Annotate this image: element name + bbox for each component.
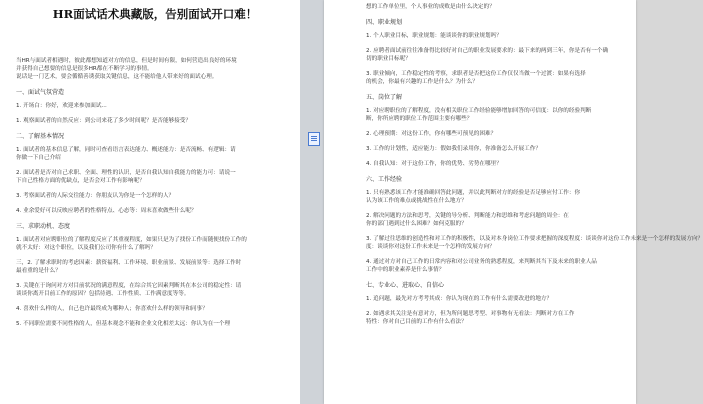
text-line: 1. 追问题，最先对方考考其成：你认为现在的工作有什么需要改进的地方？ [366,296,553,302]
text-line: 想的工作单位里，个人事业的成败是由什么决定的？ [366,4,495,10]
section-heading: 五、岗位了解 [366,94,403,101]
document-icon[interactable] [308,132,320,146]
text-line: 最看重的是什么？ [16,268,61,274]
text-line: 3. 职业倾向，工作稳定性的考察，求职者是否把这份工作仅仅当做一个过渡：如果有选择 [366,71,586,77]
section-heading: 一、面试气氛营造 [16,89,65,96]
text-line: 就不太好：对这个职位，以及我们公司你有什么了解吗？ [16,245,156,251]
text-line: 断，你所应聘的职位工作范围主要有哪些？ [366,116,473,122]
text-line: 1. 面试者的基本信息了解，同时可查看语言表达能力、概述能力：是否流畅、有逻辑：请 [16,147,236,153]
text-line: 特性：你对自己目前的工作有什么看法？ [366,319,467,325]
text-line: 3. 考察面试者的人际交往能力：你朋友认为你是一个怎样的人？ [16,193,175,199]
text-line: 并获得自己想要的信息是很多HR都在不断学习的事情。 [16,66,153,72]
section-heading: 三、求职动机、态度 [16,223,71,230]
document-title: HR面试话术典藏版，告别面试开口难！ [52,7,258,21]
text-line: 说话是一门艺术，要会循循善诱获取关键信息，这不能给他人带来好的面试心理。 [16,74,218,80]
text-line: 4. 自我认知：对于这份工作，你的优势、劣势在哪里？ [366,161,502,167]
text-line: 切的职业目标呢？ [366,56,411,62]
text-line: 1. 只有熟悉该工作才能准确回答此问题，并以此判断对方的经验是否足够应付工作：你 [366,190,581,196]
text-line: 1. 个人职业目标，职业规划：能谈谈你的职业规划吗？ [366,33,502,39]
text-line: 1. 观察面试者的自然反应：到公司来花了多少时间呢？是否能够接受？ [16,118,191,124]
text-line: 1. 面试者对应聘职位的了解程度反应了其重视程度，如果只是为了找份工作而随便找份工作的 [16,237,247,243]
text-line: 4. 业余爱好可以反映应聘者的性格特点、心态等：周末喜欢做些什么呢？ [16,208,197,214]
text-line: 的机会，你最有兴趣的工作是什么？为什么？ [366,79,478,85]
text-line: 下自己性格方面的优缺点，是否会对工作有影响呢？ [16,178,145,184]
right-document-page [324,0,703,404]
text-line: 度：谈谈你对这份工作未来是一个怎样的发展方向？ [366,244,495,250]
text-line: 认为该工作的难点或挑战性在什么地方？ [366,198,467,204]
text-line: 当HR与面试者相遇时，彼此都想知道对方的信息，但是时间有限，如何营造出良好的环境 [16,58,237,64]
text-line: 2. 解决问题的方法和思考，关键的导分析、判断能力和思维和考虑问题的周全：在 [366,213,569,219]
text-line: 工作中的职业素养是什么事情？ [366,267,445,273]
text-line: 2. 如遇求其关注是有意对方，但为所问题思考型、对事物有无看法：判断对方在工作 [366,311,575,317]
section-heading: 二、了解基本情况 [16,133,65,140]
text-line: 5. 不同职位需要不同性格的人，但基本观念不能和企业文化相差太远：你认为在一个理 [16,321,231,327]
text-line: 4. 喜欢什么样的人，自己也许最终成为哪种人；你喜欢什么样的领导和同事？ [16,306,208,312]
text-line: 3. 工作的计划性，适应能力：假如我们录用你，你准备怎么开展工作？ [366,146,541,152]
text-line: 2. 面试者是否对自己求职、全面、理性的认识，是否自我认知自我能力的能力可：请说一 [16,170,236,176]
section-heading: 四、职业规划 [366,19,403,26]
text-line: 3. 了解过往思维的创造性和对工作的积极性，以及对本身岗位工作要求把握的深度程度：谈谈你对这份工作未来是一个怎样的发展方向？ [366,236,703,242]
left-document-page [0,0,300,404]
text-line: 3. 关键在于询问对方对目前状况的满意程度，在综合其它因素判断其在本公司的稳定性：请 [16,283,242,289]
text-line: 你做一下自己介绍 [16,155,61,161]
section-heading: 七、专业心、进取心、自信心 [366,282,445,289]
text-line: 2. 心理预期：对这份工作，你有哪些可预见的困难？ [366,131,497,137]
text-line: 1. 对应聘职位的了解程度，没有相关职位工作经验能够增加回答的可信度：以你的经验判断 [366,108,592,114]
text-line: 你的部门遇到过什么困难？如何克服的？ [366,221,467,227]
section-heading: 六、工作经验 [366,176,403,183]
text-line: 1. 开场白：你好，欢迎来参加面试... [16,103,107,109]
text-line: 谈谈你离开目前工作的原因？包括待遇、工作性质、工作满意度等等。 [16,291,190,297]
text-line: 三，2. 了解求职时的考虑因素：薪资福利、工作环境、职业前景、发展前景等：选择工作时 [16,260,242,266]
page-gutter [300,0,324,404]
text-line: 4. 通过对方对自己工作的日常内容和对公司业务的熟悉程度，来判断其当下及未来的职业人品 [366,259,597,265]
text-line: 2. 应聘者面试前往往准备得比较好对自己的职业发展要求的：最下来的两到三年，你是否有一个确 [366,48,609,54]
